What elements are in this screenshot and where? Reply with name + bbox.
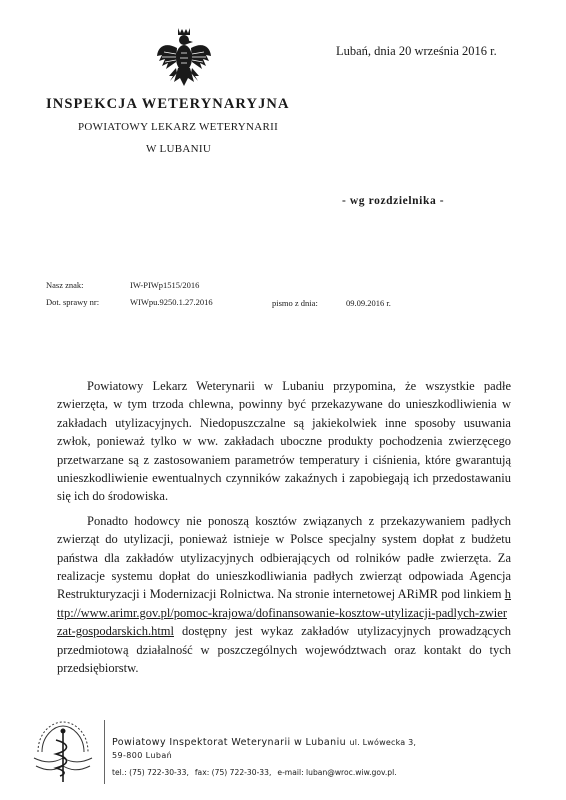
polish-eagle-emblem-icon bbox=[156, 26, 212, 90]
our-reference-label: Nasz znak: bbox=[46, 280, 84, 290]
footer-divider bbox=[104, 720, 105, 784]
office-name: POWIATOWY LEKARZ WETERYNARII bbox=[78, 121, 279, 133]
organization-name: INSPEKCJA WETERYNARYJNA bbox=[46, 96, 290, 112]
case-number-value: WIWpu.9250.1.27.2016 bbox=[130, 297, 213, 307]
footer-contact-line bbox=[112, 768, 403, 777]
paragraph-2-text-after-link: dostępny jest wykaz zakładów utylizacyjnych prowadzących przedmiotową działalność w poszczególnych województwach oraz kontakt do tych przedsiębiorstw. bbox=[57, 624, 512, 676]
arimr-link[interactable]: http://www.arimr.gov.pl/pomoc-krajowa/dofinansowanie-kosztow-utylizacji-padlych-zwierzat-gospodarskich.html bbox=[57, 587, 512, 639]
body-paragraph-1: Powiatowy Lekarz Weterynarii w Lubaniu przypomina, że wszystkie padłe zwierzęta, w tym trzoda chlewna, powinny być przekazywane do unieszkodliwienia w zakładach utylizacyjnych. Niedopuszczalne są jakiekolwiek inne sposoby usuwania zwłok, ponieważ tylko w ww. zakładach uboczne produkty pochodzenia zwierzęcego przetwarzane są z zastosowaniem parametrów temperatury i ciśnienia, które gwarantują unieszkodliwienie ewentualnych czynników zakaźnych i zapobiegają ich przedostawaniu się ich do środowiska. bbox=[57, 379, 511, 504]
letter-date-value: 09.09.2016 r. bbox=[346, 298, 391, 308]
footer-postal: 59-800 Lubań bbox=[112, 751, 173, 760]
our-reference-value: IW-PIWp1515/2016 bbox=[130, 280, 200, 290]
paragraph-2-text-before-link: Ponadto hodowcy nie ponoszą kosztów związanych z przekazywaniem padłych zwierząt do utylizacji, ponieważ istnieje w Polsce specjalny system dopłat z budżetu państwa dla zakładów utylizacyjnych odbierających od rolników padłe zwierzęta. Za realizacje systemu dopłat do unieszkodliwiania padłych zwierząt odpowiada Agencja Restrukturyzacji i Modernizacji Rolnictwa. Na stronie internetowej ARiMR pod linkiem bbox=[57, 513, 511, 602]
footer-institution-line bbox=[112, 737, 416, 748]
footer-institution: Powiatowy Inspektorat Weterynarii w Lubaniu bbox=[112, 737, 347, 748]
veterinary-caduceus-logo-icon bbox=[32, 718, 94, 786]
footer-email: e-mail: luban@wroc.wiw.gov.pl. bbox=[277, 768, 397, 777]
case-number-label: Dot. sprawy nr: bbox=[46, 297, 100, 307]
letter-date-label: pismo z dnia: bbox=[272, 298, 318, 308]
place-and-date: Lubań, dnia 20 września 2016 r. bbox=[336, 44, 497, 58]
office-location: W LUBANIU bbox=[146, 143, 212, 155]
body-paragraph-2 bbox=[57, 512, 511, 678]
footer-fax: fax: (75) 722-30-33, bbox=[194, 768, 272, 777]
footer-phone: tel.: (75) 722-30-33, bbox=[112, 768, 189, 777]
letter-body bbox=[57, 377, 511, 684]
recipient-line: - wg rozdzielnika - bbox=[342, 195, 445, 207]
footer-street: ul. Lwówecka 3, bbox=[349, 738, 417, 747]
